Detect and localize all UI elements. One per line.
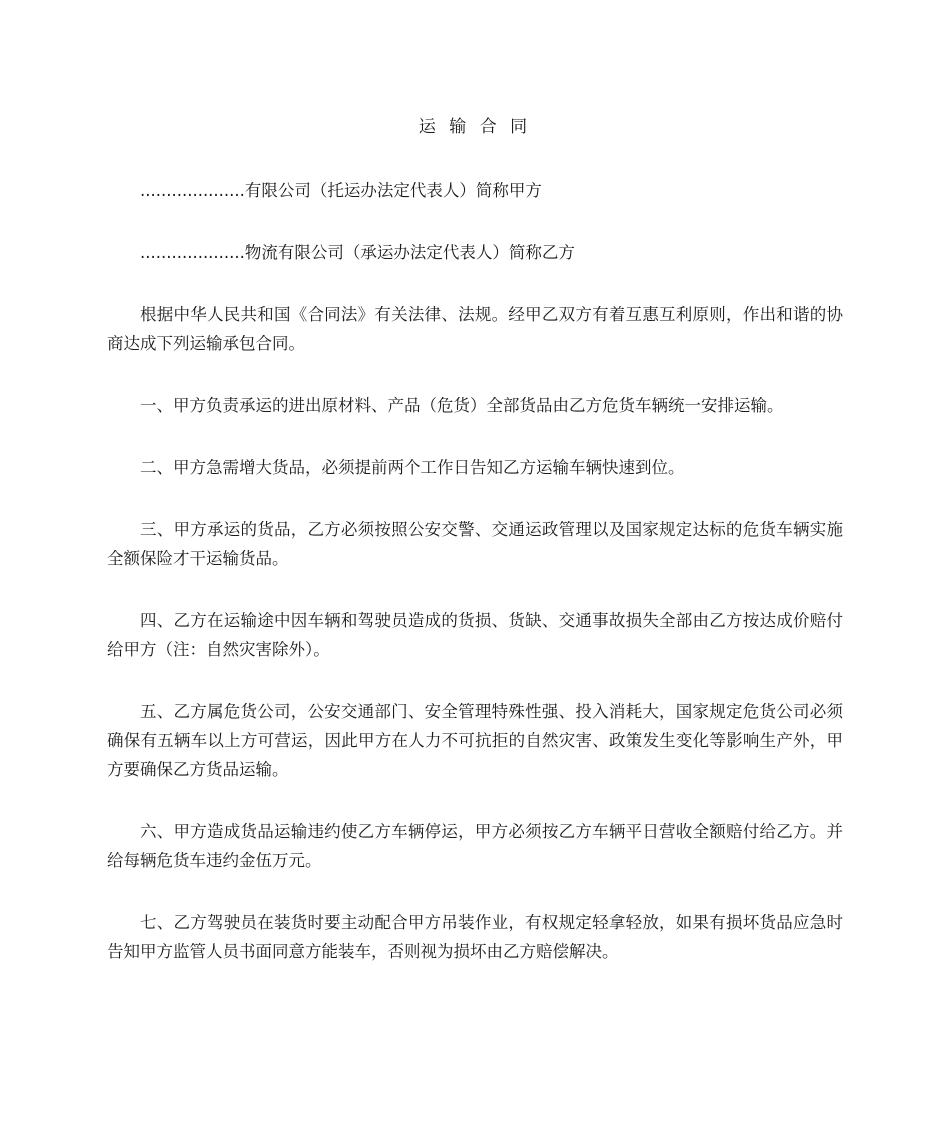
clause-2: 二、甲方急需增大货品，必须提前两个工作日告知乙方运输车辆快速到位。 bbox=[140, 458, 685, 477]
preamble-paragraph: 根据中华人民共和国《合同法》有关法律、法规。经甲乙双方有着互惠互利原则，作出和谐的协商达成下列运输承包合同。 bbox=[107, 305, 843, 353]
clause-5: 五、乙方属危货公司，公安交通部门、安全管理特殊性强、投入消耗大，国家规定危货公司必须确保有五辆车以上方可营运，因此甲方在人力不可抗拒的自然灾害、政策发生变化等影响生产外，甲方要确保乙方货品运输。 bbox=[107, 702, 843, 779]
document-title: 运 输 合 同 bbox=[418, 117, 532, 137]
clause-4: 四、乙方在运输途中因车辆和驾驶员造成的货损、货缺、交通事故损失全部由乙方按达成价赔付给甲方（注：自然灾害除外）。 bbox=[107, 611, 843, 659]
party-b-line: ....................物流有限公司（承运办法定代表人）简称乙方 bbox=[140, 243, 575, 262]
clause-3: 三、甲方承运的货品，乙方必须按照公安交警、交通运政管理以及国家规定达标的危货车辆实施全额保险才干运输货品。 bbox=[107, 520, 843, 568]
party-a-line: ....................有限公司（托运办法定代表人）简称甲方 bbox=[140, 181, 542, 200]
clause-7: 七、乙方驾驶员在装货时要主动配合甲方吊装作业，有权规定轻拿轻放，如果有损坏货品应急时告知甲方监管人员书面同意方能装车，否则视为损坏由乙方赔偿解决。 bbox=[107, 913, 843, 961]
clause-1: 一、甲方负责承运的进出原材料、产品（危货）全部货品由乙方危货车辆统一安排运输。 bbox=[140, 396, 784, 415]
document-body bbox=[107, 114, 843, 999]
clause-6: 六、甲方造成货品运输违约使乙方车辆停运，甲方必须按乙方车辆平日营收全额赔付给乙方。并给每辆危货车违约金伍万元。 bbox=[107, 822, 843, 870]
